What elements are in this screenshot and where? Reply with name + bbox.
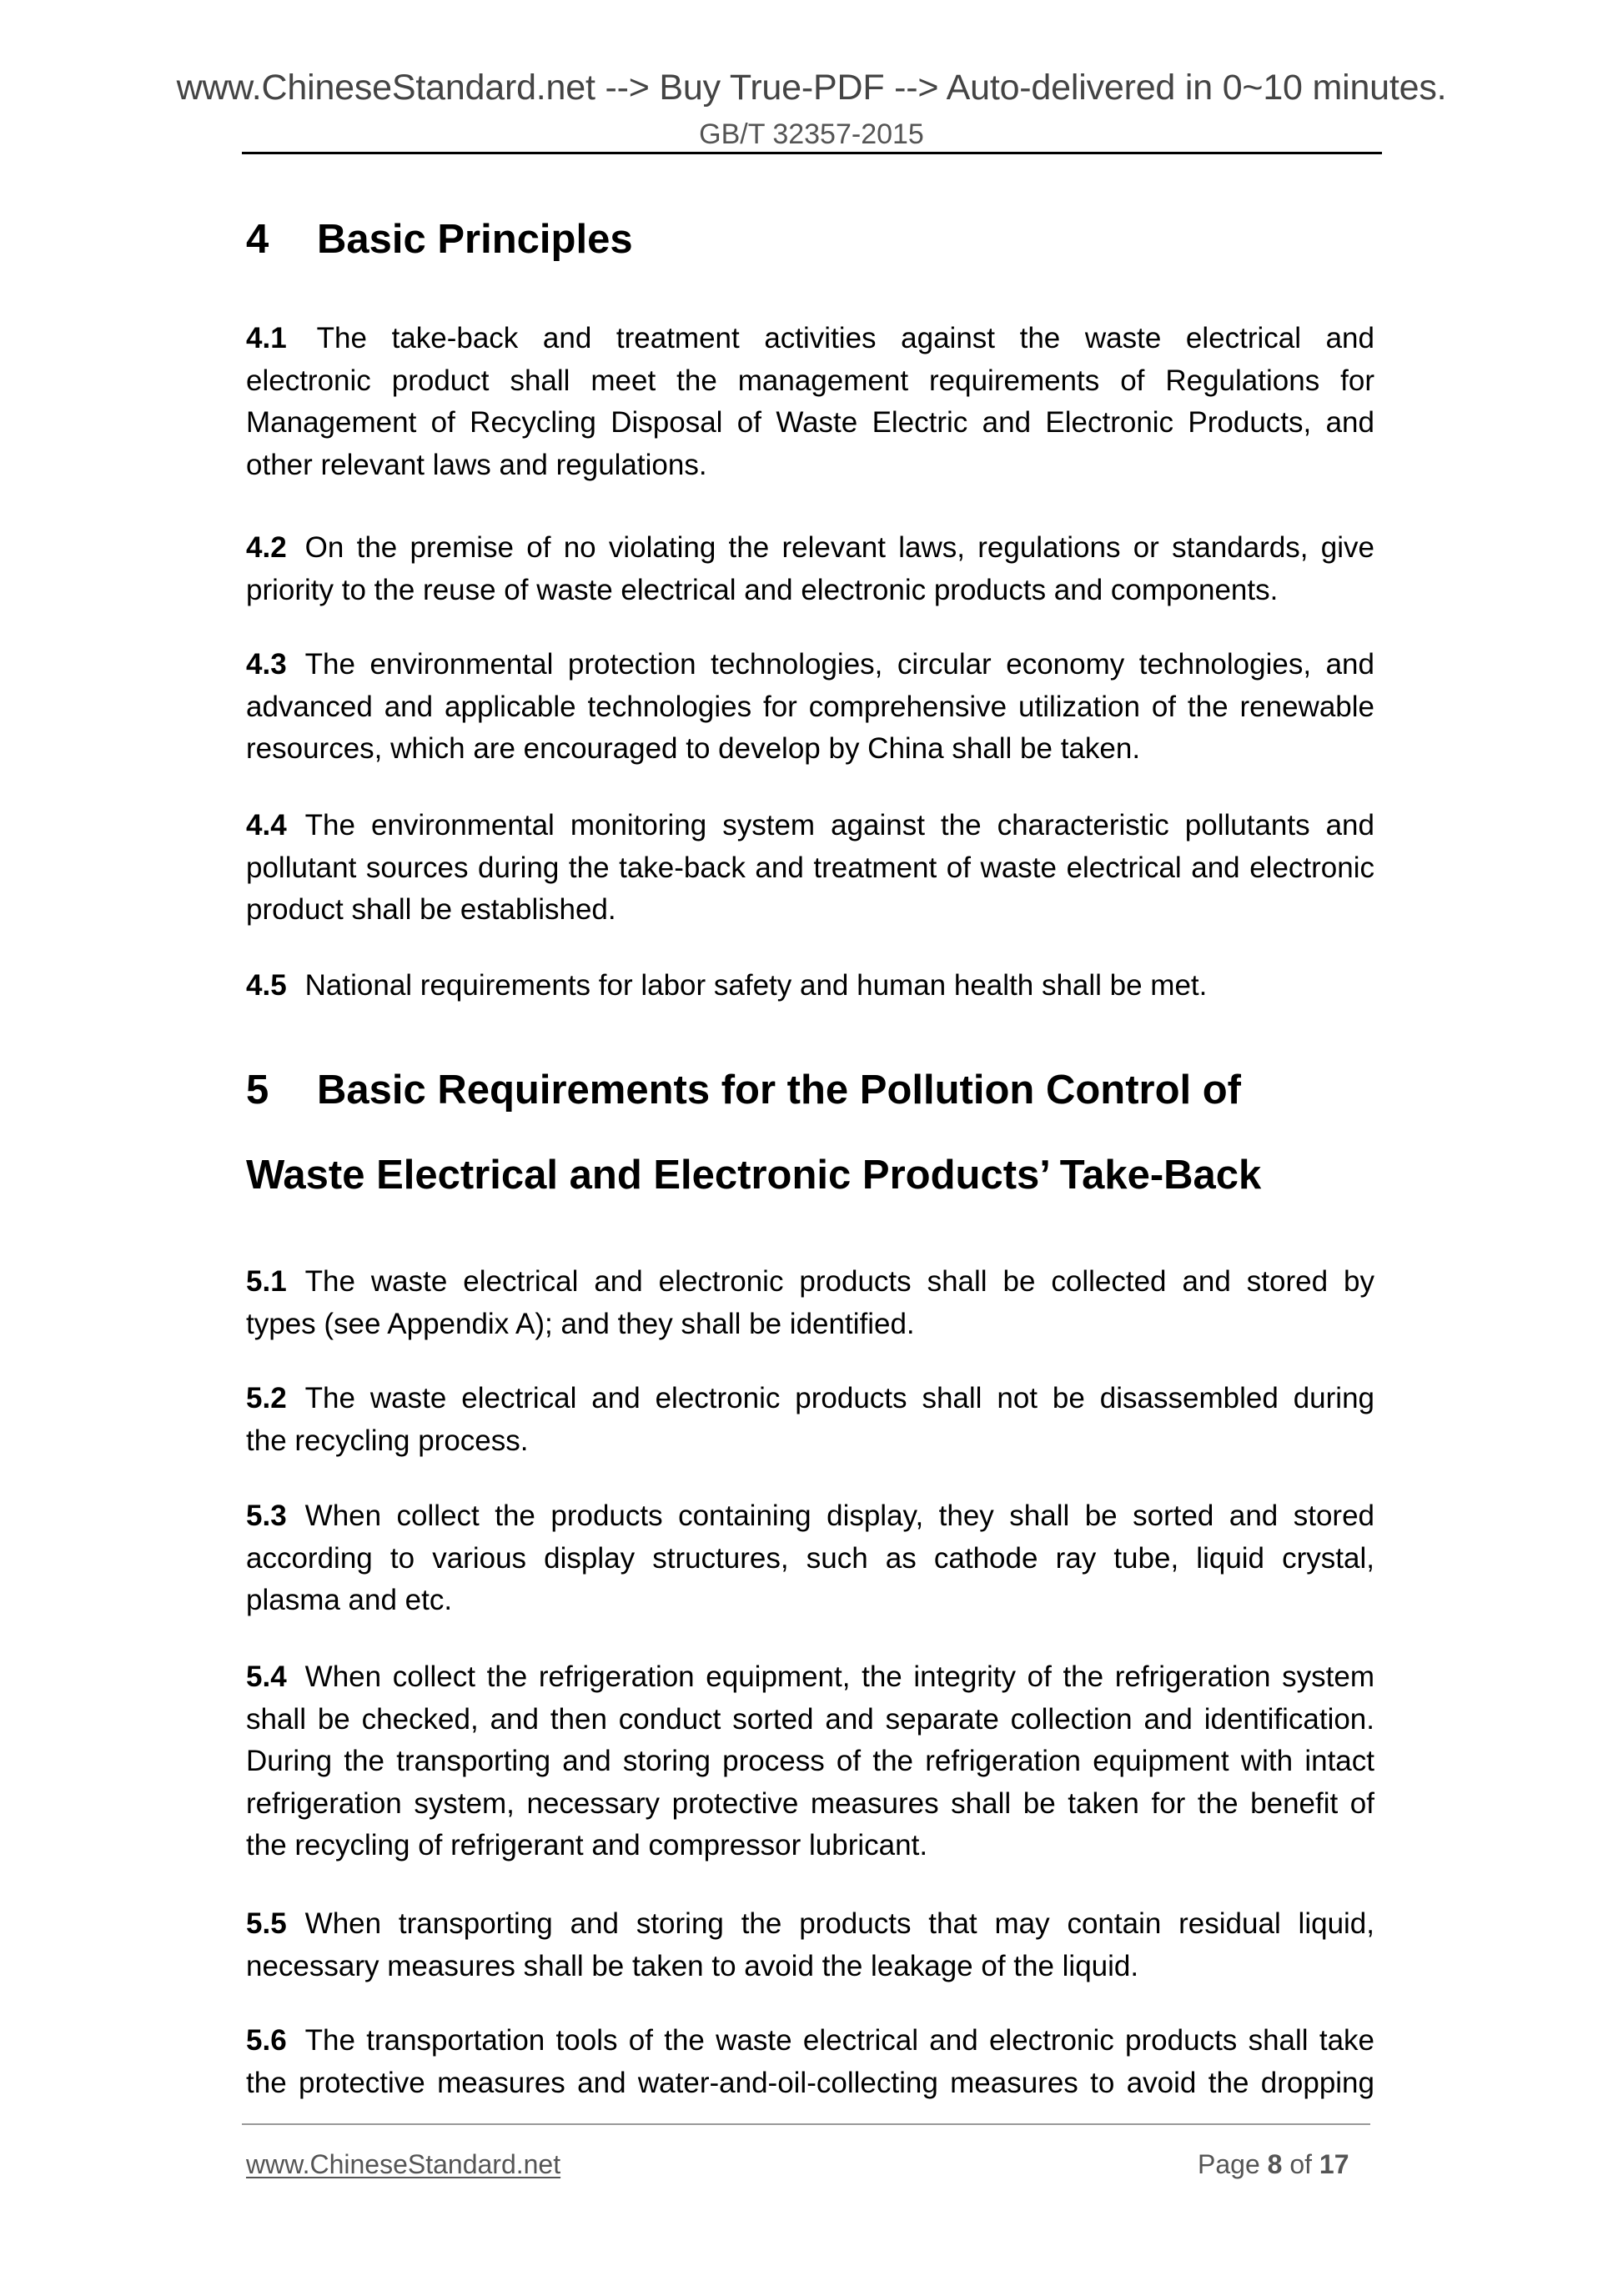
clause-number: 5.4 bbox=[246, 1660, 287, 1693]
clause-5-3 bbox=[246, 1495, 1374, 1622]
clause-4-1 bbox=[246, 318, 1374, 486]
clause-number: 5.2 bbox=[246, 1382, 287, 1414]
clause-line: During the transporting and storing process of the refrigeration equipment with intact bbox=[246, 1745, 1374, 1777]
clause-4-2 bbox=[246, 527, 1374, 611]
clause-5-6 bbox=[246, 2020, 1374, 2104]
clause-line: the protective measures and water-and-oil-collecting measures to avoid the dropping bbox=[246, 2066, 1374, 2099]
footer-divider bbox=[242, 2123, 1370, 2125]
clause-4-5 bbox=[246, 965, 1374, 1007]
clause-line: resources, which are encouraged to develop by China shall be taken. bbox=[246, 732, 1141, 765]
footer-site-link[interactable]: www.ChineseStandard.net bbox=[246, 2149, 561, 2179]
clause-line: 4.3 The environmental protection technologies, circular economy technologies, and bbox=[246, 648, 1374, 681]
clause-line: the recycling process. bbox=[246, 1424, 529, 1457]
clause-line: according to various display structures, such as cathode ray tube, liquid crystal, bbox=[246, 1541, 1374, 1575]
clause-line: other relevant laws and regulations. bbox=[246, 448, 707, 481]
section-title: Basic Requirements for the Pollution Control of bbox=[317, 1068, 1242, 1113]
clause-line: 5.6 The transportation tools of the waste electrical and electronic products shall take bbox=[246, 2024, 1374, 2057]
clause-number: 5.3 bbox=[246, 1500, 287, 1532]
clause-line: 5.5 When transporting and storing the products that may contain residual liquid, bbox=[246, 1907, 1374, 1940]
clause-line: 4.5 National requirements for labor safety and human health shall be met. bbox=[246, 969, 1208, 1002]
clause-line: advanced and applicable technologies for comprehensive utilization of the renewable bbox=[246, 690, 1374, 723]
clause-line: 4.4 The environmental monitoring system against the characteristic pollutants and bbox=[246, 809, 1374, 842]
clause-5-1 bbox=[246, 1261, 1374, 1345]
section-title: Basic Principles bbox=[317, 217, 633, 262]
clause-number: 4.3 bbox=[246, 648, 287, 681]
clause-number: 4.4 bbox=[246, 809, 287, 842]
clause-line: necessary measures shall be taken to avoid the leakage of the liquid. bbox=[246, 1949, 1139, 1982]
standard-code: GB/T 32357-2015 bbox=[699, 118, 924, 150]
section-title-line-2: Waste Electrical and Electronic Products’ Take-Back bbox=[246, 1153, 1262, 1198]
clause-line: pollutant sources during the take-back and treatment of waste electrical and electronic bbox=[246, 851, 1374, 884]
clause-line: the recycling of refrigerant and compressor lubricant. bbox=[246, 1829, 928, 1861]
clause-line: refrigeration system, necessary protective measures shall be taken for the benefit of bbox=[246, 1786, 1374, 1820]
section-5-heading bbox=[246, 1069, 1261, 1196]
clause-line: priority to the reuse of waste electrical and electronic products and components. bbox=[246, 573, 1279, 606]
clause-number: 5.1 bbox=[246, 1265, 287, 1298]
section-number: 4 bbox=[246, 217, 269, 262]
clause-line: 5.3 When collect the products containing display, they shall be sorted and stored bbox=[246, 1500, 1374, 1532]
header-banner: www.ChineseStandard.net --> Buy True-PDF --> Auto-delivered in 0~10 minutes. bbox=[176, 68, 1447, 108]
clause-line: electronic product shall meet the management requirements of Regulations for bbox=[246, 364, 1374, 397]
clause-line: Management of Recycling Disposal of Waste Electric and Electronic Products, and bbox=[246, 406, 1374, 439]
clause-line: types (see Appendix A); and they shall be identified. bbox=[246, 1307, 915, 1340]
clause-line: 5.1 The waste electrical and electronic products shall be collected and stored by bbox=[246, 1265, 1374, 1298]
section-number: 5 bbox=[246, 1068, 269, 1113]
clause-line: 4.2 On the premise of no violating the relevant laws, regulations or standards, give bbox=[246, 531, 1374, 564]
clause-4-3 bbox=[246, 644, 1374, 771]
current-page: 8 bbox=[1267, 2149, 1283, 2179]
clause-line: 5.4 When collect the refrigeration equipment, the integrity of the refrigeration system bbox=[246, 1660, 1374, 1693]
clause-line: 5.2 The waste electrical and electronic products shall not be disassembled during bbox=[246, 1382, 1374, 1414]
clause-5-2 bbox=[246, 1378, 1374, 1462]
clause-number: 4.5 bbox=[246, 969, 287, 1002]
clause-line: plasma and etc. bbox=[246, 1584, 453, 1616]
clause-5-4 bbox=[246, 1656, 1374, 1867]
page-indicator: Page 8 of 17 bbox=[1198, 2149, 1349, 2179]
clause-number: 5.6 bbox=[246, 2024, 287, 2057]
header-divider bbox=[242, 152, 1382, 154]
clause-number: 4.1 bbox=[246, 322, 287, 354]
clause-number: 5.5 bbox=[246, 1907, 287, 1940]
clause-number: 4.2 bbox=[246, 531, 287, 564]
clause-line: shall be checked, and then conduct sorted and separate collection and identification. bbox=[246, 1702, 1374, 1736]
clause-4-4 bbox=[246, 805, 1374, 932]
clause-5-5 bbox=[246, 1903, 1374, 1987]
clause-line: product shall be established. bbox=[246, 893, 616, 926]
clause-line: 4.1 The take-back and treatment activities against the waste electrical and bbox=[246, 322, 1374, 354]
section-4-heading bbox=[246, 219, 633, 260]
total-pages: 17 bbox=[1319, 2149, 1349, 2179]
